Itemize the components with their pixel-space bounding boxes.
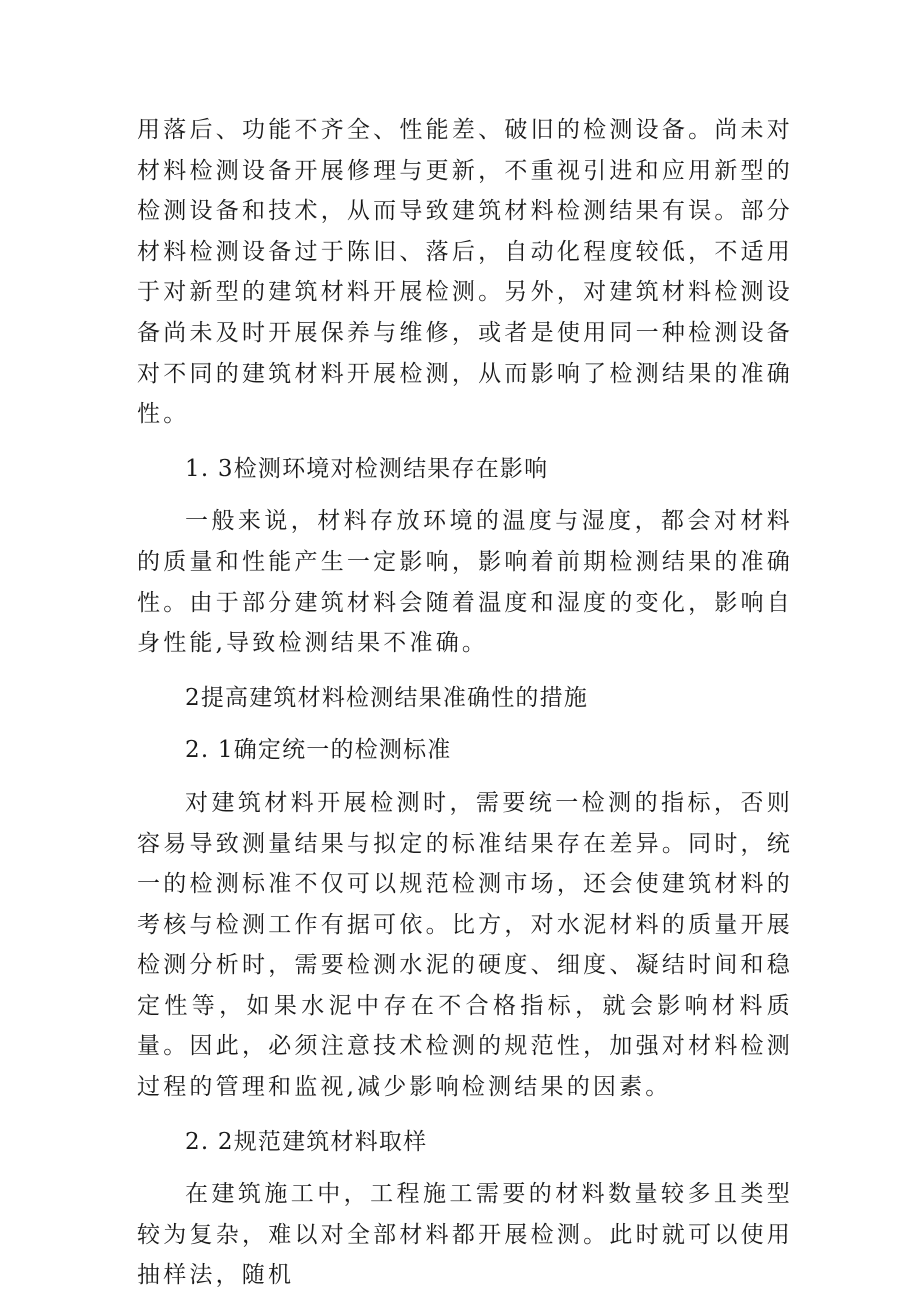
paragraph-sampling: 在建筑施工中，工程施工需要的材料数量较多且类型较为复杂，难以对全部材料都开展检测。此时就可以使用抽样法，随机 <box>137 1181 793 1289</box>
section-heading-1-3: 1. 3检测环境对检测结果存在影响 <box>185 455 549 482</box>
paragraph-environment: 一般来说，材料存放环境的温度与湿度，都会对材料的质量和性能产生一定影响，影响着前期检测结果的准确性。由于部分建筑材料会随着温度和湿度的变化，影响自身性能,导致检测结果不准确。 <box>137 508 793 657</box>
paragraph-unified-standard: 对建筑材料开展检测时，需要统一检测的指标，否则容易导致测量结果与拟定的标准结果存在差异。同时，统一的检测标准不仅可以规范检测市场，还会使建筑材料的考核与检测工作有据可依。比方，对水泥材料的质量开展检测分析时，需要检测水泥的硬度、细度、凝结时间和稳定性等，如果水泥中存在不合格指标，就会影响材料质量。因此，必须注意技术检测的规范性，加强对材料检测过程的管理和监视,减少影响检测结果的因素。 <box>137 789 793 1101</box>
section-heading-2-1: 2. 1确定统一的检测标准 <box>185 737 452 764</box>
section-heading-2-2: 2. 2规范建筑材料取样 <box>185 1128 428 1155</box>
section-heading-2: 2提高建筑材料检测结果准确性的措施 <box>185 684 589 711</box>
paragraph-equipment-issues: 用落后、功能不齐全、性能差、破旧的检测设备。尚未对材料检测设备开展修理与更新，不重视引进和应用新型的检测设备和技术，从而导致建筑材料检测结果有误。部分材料检测设备过于陈旧、落后，自动化程度较低，不适用于对新型的建筑材料开展检测。另外，对建筑材料检测设备尚未及时开展保养与维修，或者是使用同一种检测设备对不同的建筑材料开展检测，从而影响了检测结果的准确性。 <box>137 117 793 428</box>
document-page <box>137 110 793 1296</box>
